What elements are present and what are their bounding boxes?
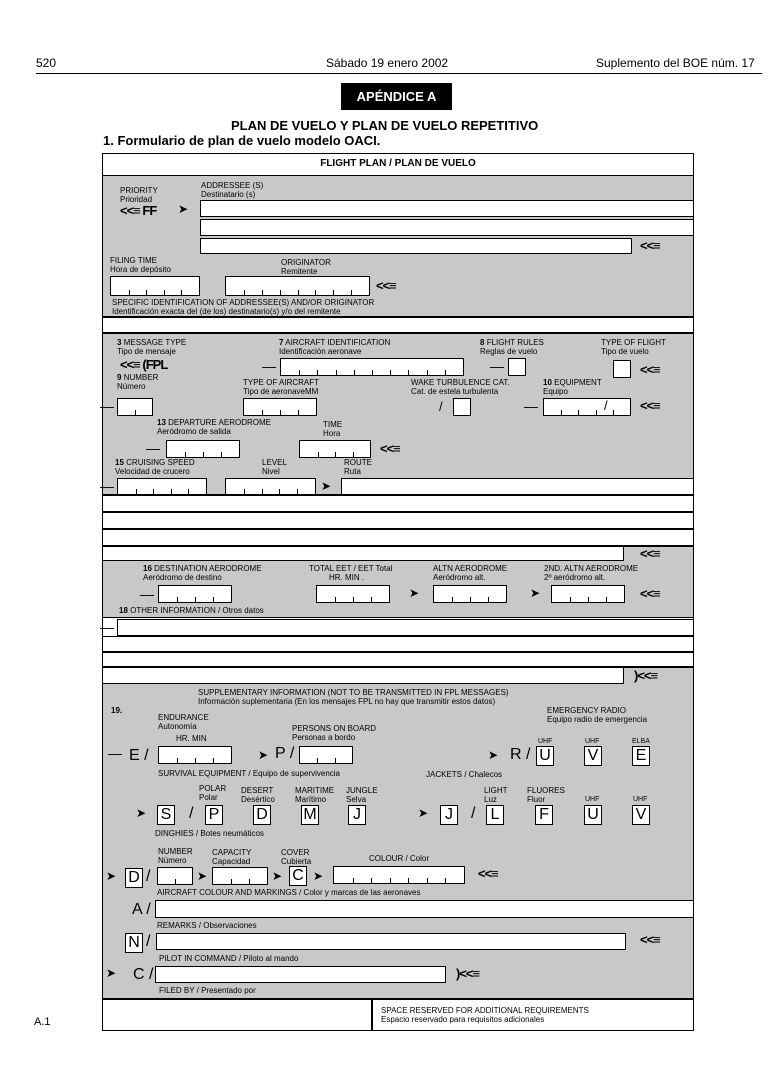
end-marker: <<≡	[380, 441, 400, 456]
field-tick	[588, 597, 589, 602]
type-of-flight-field[interactable]	[613, 360, 631, 378]
field-tick	[195, 597, 196, 602]
field-tick	[335, 597, 336, 602]
level-field[interactable]	[225, 478, 316, 495]
field-tick	[488, 597, 489, 602]
jacket-vhf-label: UHF	[633, 796, 648, 803]
radio-e[interactable]: E	[632, 746, 650, 766]
field-tick	[336, 370, 337, 375]
field-tick	[353, 452, 354, 457]
field-tick	[317, 370, 318, 375]
field-tick	[213, 597, 214, 602]
aircraft-colour-label: AIRCRAFT COLOUR AND MARKINGS / Color y marcas de las aeronaves	[157, 888, 421, 897]
filing-time-field[interactable]	[110, 276, 200, 296]
field-tick	[185, 452, 186, 457]
arrow-icon: ➤	[409, 586, 420, 600]
end-marker: <<≡	[640, 362, 660, 377]
flight-rules-field[interactable]	[508, 358, 526, 376]
dinghy-colour-field[interactable]	[333, 866, 465, 884]
field-tick	[297, 489, 298, 494]
persons-field[interactable]	[299, 746, 353, 764]
end-marker: <<≡	[640, 546, 660, 561]
number-label: 9 NUMBER Número	[117, 373, 159, 391]
capacity-label: CAPACITY Capacidad	[212, 848, 252, 866]
arrow-icon: ➤	[272, 869, 283, 883]
field-tick	[596, 410, 597, 415]
jacket-fluores[interactable]: F	[535, 805, 553, 825]
section-title: 1. Formulario de plan de vuelo modelo OACI.	[103, 133, 381, 148]
field-tick	[195, 758, 196, 763]
dinghy-number-field[interactable]	[157, 867, 193, 885]
field-tick	[298, 290, 299, 295]
aircraft-id-label: 7 AIRCRAFT IDENTIFICATION Identificación aeronave	[279, 338, 391, 356]
type-aircraft-label: TYPE OF AIRCRAFT Tipo de aeronaveMM	[243, 378, 320, 396]
other-info-label: 18 OTHER INFORMATION / Otros datos	[119, 606, 264, 615]
field-tick	[146, 290, 147, 295]
dinghy-d[interactable]: D	[125, 868, 143, 888]
priority-ff: <<≡ FF	[120, 203, 157, 218]
field-tick	[262, 290, 263, 295]
type-aircraft-field[interactable]	[243, 398, 317, 416]
dinghy-cover[interactable]: C	[289, 866, 307, 886]
persons-label: PERSONS ON BOARD Personas a bordo	[292, 724, 377, 742]
field-tick	[408, 878, 409, 883]
endurance-field[interactable]	[158, 746, 232, 764]
page-title: PLAN DE VUELO Y PLAN DE VUELO REPETITIVO	[231, 118, 539, 133]
pilot-prefix: C /	[133, 966, 154, 983]
field-tick	[280, 290, 281, 295]
field-tick	[333, 290, 334, 295]
close-marker: )<<≡	[634, 668, 658, 683]
field-tick	[317, 758, 318, 763]
addressee-field-1[interactable]	[200, 200, 694, 217]
wake-turbulence-label: WAKE TURBULENCE CAT. Cat. de estela turbulenta	[411, 378, 510, 396]
end-marker: <<≡	[640, 398, 660, 413]
other-info-field[interactable]	[117, 619, 694, 636]
footer-label: A.1	[34, 1016, 51, 1028]
aircraft-colour-field[interactable]	[155, 900, 694, 918]
field-tick	[175, 879, 176, 884]
level-label: LEVEL Nivel	[262, 458, 287, 476]
jacket-uhf-label: UHF	[585, 796, 600, 803]
field-tick	[371, 878, 372, 883]
field-tick	[335, 452, 336, 457]
originator-field[interactable]	[225, 276, 370, 296]
survival-polar[interactable]: P	[205, 805, 223, 825]
issue-date: Sábado 19 enero 2002	[326, 56, 449, 70]
arrow-icon: ➤	[321, 479, 332, 493]
cover-label: COVER Cubierta	[281, 848, 312, 866]
survival-s[interactable]: S	[157, 805, 175, 825]
end-marker: <<≡	[376, 278, 396, 293]
filed-by-field[interactable]	[102, 999, 372, 1031]
wake-turbulence-field[interactable]	[453, 398, 471, 416]
eet-label: TOTAL EET / EET Total HR. MIN .	[309, 564, 393, 582]
field-tick	[452, 597, 453, 602]
field-tick	[315, 290, 316, 295]
dinghy-number-label: NUMBER Número	[158, 847, 193, 865]
route-row-3[interactable]	[102, 512, 694, 529]
endurance-label: ENDURANCE Autonomía	[158, 713, 209, 731]
jacket-j[interactable]: J	[440, 805, 458, 825]
other-info-row-4[interactable]	[102, 667, 624, 684]
radio-u[interactable]: U	[536, 746, 554, 766]
item-19-number: 19.	[111, 706, 123, 715]
equipment-label: 10 EQUIPMENT Equipo	[543, 378, 602, 396]
field-tick	[129, 290, 130, 295]
field-tick	[578, 410, 579, 415]
jacket-vhf[interactable]: V	[632, 805, 650, 825]
route-field[interactable]	[341, 478, 694, 495]
route-row-2[interactable]	[102, 495, 694, 512]
field-tick	[299, 370, 300, 375]
arrow-icon: ➤	[106, 966, 117, 980]
remarks-n[interactable]: N	[125, 933, 143, 953]
field-tick	[262, 410, 263, 415]
pilot-field[interactable]	[155, 966, 446, 983]
fluores-label: FLUORES Fluor	[527, 786, 565, 804]
field-tick	[372, 370, 373, 375]
end-marker: <<≡	[640, 586, 660, 601]
specific-id-label: SPECIFIC IDENTIFICATION OF ADDRESSEE(S) AND/OR ORIGINATOR Identificación exacta del (de los) destinatario(s) y/o del remitente	[112, 298, 375, 316]
priority-label: PRIORITY Prioridad	[120, 186, 158, 204]
field-tick	[390, 878, 391, 883]
originator-label: ORIGINATOR Remitente	[281, 258, 331, 276]
addressee-field-3[interactable]	[200, 238, 632, 254]
field-tick	[171, 489, 172, 494]
message-type-label: 3 MESSAGE TYPE Tipo de mensaje	[117, 338, 187, 356]
field-tick	[221, 452, 222, 457]
field-tick	[298, 410, 299, 415]
endurance-hrmin: HR. MIN	[176, 734, 207, 743]
remarks-label: REMARKS / Observaciones	[157, 921, 257, 930]
altn2-field[interactable]	[551, 585, 625, 603]
departure-label: 13 DEPARTURE AERODROME Aeródromo de salida	[157, 418, 271, 436]
departure-field[interactable]	[166, 440, 240, 458]
field-tick	[606, 597, 607, 602]
arrow-icon: ➤	[178, 202, 189, 216]
survival-jungle[interactable]: J	[348, 805, 366, 825]
field-tick	[244, 290, 245, 295]
radio-v[interactable]: V	[584, 746, 602, 766]
endurance-prefix: E /	[129, 747, 149, 764]
arrow-icon: ➤	[106, 869, 117, 883]
supplementary-label: SUPPLEMENTARY INFORMATION (NOT TO BE TRANSMITTED IN FPL MESSAGES) Información suplementaria (En los mensajes FPL no hay que transmitir estos datos)	[198, 688, 509, 706]
radio-uhf-label: UHF	[538, 738, 553, 745]
jackets-label: JACKETS / Chalecos	[426, 770, 503, 779]
appendix-label: APÉNDICE A	[341, 83, 452, 110]
field-tick	[354, 370, 355, 375]
addressee-label: ADDRESSEE (S) Destinatario (s)	[201, 181, 264, 199]
radio-prefix: R /	[510, 746, 531, 763]
time-field[interactable]	[299, 440, 371, 458]
colour-label: COLOUR / Color	[369, 854, 430, 863]
end-marker: <<≡	[478, 866, 498, 881]
field-tick	[470, 597, 471, 602]
type-of-flight-label: TYPE OF FLIGHT Tipo de vuelo	[601, 338, 666, 356]
addressee-field-2[interactable]	[200, 219, 694, 236]
field-tick	[427, 878, 428, 883]
field-tick	[231, 879, 232, 884]
maritime-label: MARITIME Marítimo	[295, 786, 335, 804]
filed-by-label: FILED BY / Presentado por	[159, 986, 256, 995]
arrow-icon: ➤	[488, 748, 499, 762]
time-label: TIME Hora	[323, 420, 343, 438]
desert-label: DESERT Desértico	[241, 786, 275, 804]
arrow-icon: ➤	[418, 806, 429, 820]
pilot-label: PILOT IN COMMAND / Piloto al mando	[159, 954, 299, 963]
number-field[interactable]	[117, 398, 153, 416]
header-rule	[36, 73, 762, 74]
arrow-icon: ➤	[258, 748, 269, 762]
other-info-row-2[interactable]	[102, 636, 694, 652]
persons-prefix: P /	[275, 745, 295, 762]
altn-label: ALTN AERODROME Aeródromo alt.	[433, 564, 508, 582]
arrow-icon: ➤	[530, 586, 541, 600]
field-tick	[203, 452, 204, 457]
field-tick	[164, 290, 165, 295]
field-tick	[353, 597, 354, 602]
specific-id-field[interactable]	[102, 317, 694, 333]
arrow-icon: ➤	[197, 869, 208, 883]
end-marker: <<≡	[640, 932, 660, 947]
eet-field[interactable]	[316, 585, 390, 603]
message-type-fpl: <<≡ (FPL	[120, 357, 168, 372]
radio-vhf-label: UHF	[585, 738, 600, 745]
field-tick	[177, 597, 178, 602]
arrow-icon: ➤	[313, 869, 324, 883]
jacket-light[interactable]: L	[486, 805, 504, 825]
dinghies-label: DINGHIES / Botes neumáticos	[155, 829, 264, 838]
altn-field[interactable]	[433, 585, 507, 603]
equipment-field[interactable]	[543, 398, 631, 416]
field-tick	[561, 410, 562, 415]
aircraft-id-field[interactable]	[280, 358, 464, 376]
aircraft-colour-prefix: A /	[132, 901, 151, 918]
field-tick	[280, 410, 281, 415]
form-title: FLIGHT PLAN / PLAN DE VUELO	[320, 158, 476, 169]
route-label: ROUTE Ruta	[344, 458, 372, 476]
destination-label: 16 DESTINATION AERODROME Aeródromo de destino	[143, 564, 262, 582]
field-tick	[371, 597, 372, 602]
publication-name: Suplemento del BOE núm. 17	[596, 56, 755, 70]
space-reserved-label: SPACE RESERVED FOR ADDITIONAL REQUIREMENTS Espacio reservado para requisitos adicionales	[381, 1006, 589, 1024]
destination-field[interactable]	[158, 585, 232, 603]
field-tick	[213, 758, 214, 763]
dinghy-capacity-field[interactable]	[212, 867, 268, 885]
field-tick	[262, 489, 263, 494]
other-info-row-3[interactable]	[102, 652, 694, 667]
field-tick	[445, 370, 446, 375]
survival-label: SURVIVAL EQUIPMENT / Equipo de supervivencia	[158, 769, 341, 778]
cruising-speed-label: 15 CRUISING SPEED Velocidad de crucero	[115, 458, 195, 476]
arrow-icon: ➤	[136, 806, 147, 820]
jungle-label: JUNGLE Selva	[346, 786, 378, 804]
field-tick	[244, 489, 245, 494]
field-tick	[181, 290, 182, 295]
filing-time-label: FILING TIME Hora de depósito	[110, 256, 171, 274]
jacket-uhf[interactable]: U	[584, 805, 602, 825]
field-tick	[390, 370, 391, 375]
field-tick	[408, 370, 409, 375]
field-tick	[188, 489, 189, 494]
remarks-field[interactable]	[156, 933, 626, 950]
survival-maritime[interactable]: M	[301, 805, 319, 825]
close-marker: )<<≡	[456, 966, 480, 981]
field-tick	[318, 452, 319, 457]
light-label: LIGHT Luz	[484, 786, 508, 804]
survival-desert[interactable]: D	[253, 805, 271, 825]
field-tick	[335, 758, 336, 763]
field-tick	[570, 597, 571, 602]
field-tick	[177, 758, 178, 763]
emergency-label: EMERGENCY RADIO Equipo radio de emergencia	[547, 706, 648, 724]
field-tick	[279, 489, 280, 494]
route-row-4[interactable]	[102, 529, 694, 546]
flight-rules-label: 8 FLIGHT RULES Reglas de vuelo	[480, 338, 544, 356]
field-tick	[427, 370, 428, 375]
page-number: 520	[36, 56, 57, 70]
field-tick	[136, 489, 137, 494]
radio-elba-label: ELBA	[632, 738, 650, 745]
field-tick	[135, 410, 136, 415]
field-tick	[351, 290, 352, 295]
field-tick	[445, 878, 446, 883]
field-tick	[249, 879, 250, 884]
field-tick	[613, 410, 614, 415]
field-tick	[353, 878, 354, 883]
cruising-speed-field[interactable]	[117, 478, 207, 495]
end-marker: <<≡	[640, 238, 660, 253]
altn2-label: 2ND. ALTN AERODROME 2º aeródromo alt.	[544, 564, 639, 582]
polar-label: POLAR Polar	[199, 784, 227, 802]
route-row-5[interactable]	[102, 546, 624, 561]
field-tick	[153, 489, 154, 494]
